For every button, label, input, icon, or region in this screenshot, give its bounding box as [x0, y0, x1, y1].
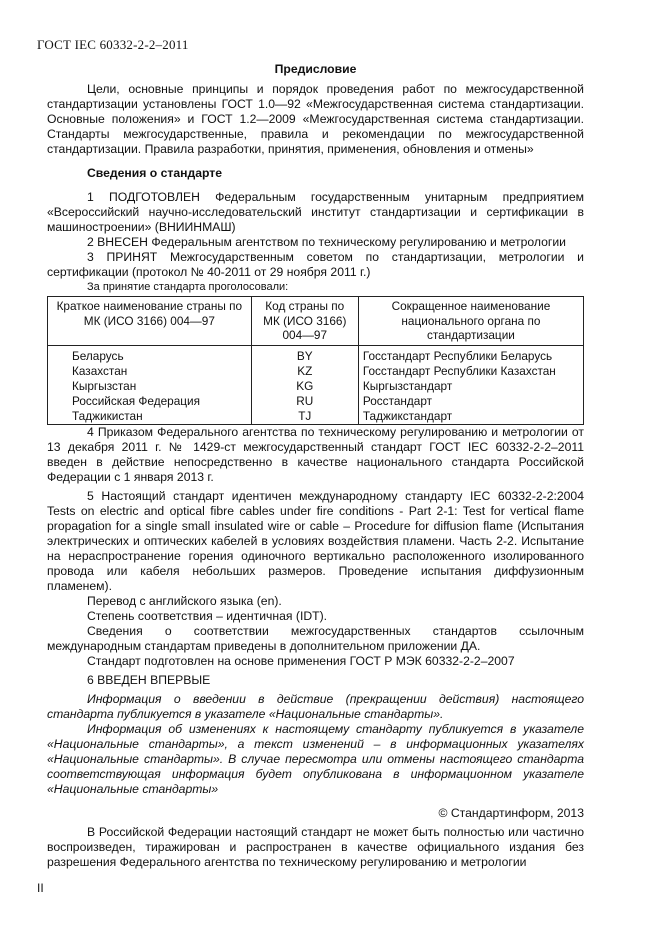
code-cell: BY — [251, 345, 358, 364]
paragraph-prepared: 1 ПОДГОТОВЛЕН Федеральным государственным унитарным предприятием «Всероссийский научно-исследовательский институт стандартизации и сертификации в машиностроении» (ВНИИНМАШ) — [47, 190, 584, 234]
voted-caption: За принятие стандарта проголосовали: — [87, 281, 289, 293]
foreword-text: Цели, основные принципы и порядок проведения работ по межгосударственной стандартизации установлены ГОСТ 1.0—92 «Межгосударственная система стандартизации. Основные положения» и ГОСТ 1.2—2009 «Межгосударственная система стандартизации. Стандарты межгосударственные, правила и рекомендации по межгосударственной стандартизации. Правила разработки, принятия, применения, обновления и отмены» — [47, 82, 584, 156]
paragraph-identical: 5 Настоящий стандарт идентичен международному стандарту IEC 60332-2-2:2004 Tests on electric and optical fibre cables under fire conditions - Part 2-1: Test for vertical flame propagation for a single small insulated wire or cable – Procedure for diffusion flame (Испытания электрических и оптических кабелей в условиях воздействия пламени. Часть 2-2. Испытание на нераспространение горения одиночного вертикально расположенного изолированного провода или кабеля небольших размеров. Проведение испытания диффузионным пламенем). — [47, 488, 584, 593]
country-cell: Российская Федерация — [48, 394, 252, 409]
column-header-body: Сокращенное наименование национального органа по стандартизации — [358, 297, 583, 346]
paragraph-adopted: 3 ПРИНЯТ Межгосударственным советом по стандартизации, метрологии и сертификации (протокол № 40-2011 от 29 ноября 2011 г.) — [47, 250, 584, 279]
table-row — [48, 409, 584, 425]
country-cell: Беларусь — [48, 345, 252, 364]
copyright: © Стандартинформ, 2013 — [438, 805, 584, 820]
code-cell: TJ — [251, 409, 358, 425]
references-note: Сведения о соответствии межгосударственных стандартов ссылочным международным стандартам приведены в дополнительном приложении ДА. — [47, 623, 584, 653]
table-row — [48, 345, 584, 364]
country-cell: Таджикистан — [48, 409, 252, 425]
body-cell: Росстандарт — [358, 394, 583, 409]
page-number: II — [37, 881, 44, 895]
paragraph-introduced: 2 ВНЕСЕН Федеральным агентством по техническому регулированию и метрологии — [87, 235, 566, 249]
table-header-row — [48, 297, 584, 346]
body-cell: Таджикстандарт — [358, 409, 583, 425]
country-cell: Казахстан — [48, 364, 252, 379]
paragraph-first-introduced: 6 ВВЕДЕН ВПЕРВЫЕ — [87, 672, 211, 687]
page-body — [47, 62, 584, 870]
based-on-note: Стандарт подготовлен на основе применения ГОСТ Р МЭК 60332-2-2–2007 — [87, 653, 515, 668]
table-row — [48, 379, 584, 394]
document-code-header: ГОСТ IEC 60332-2-2–2011 — [37, 37, 189, 52]
foreword-title: Предисловие — [274, 62, 357, 76]
column-header-country: Краткое наименование страны по МК (ИСО 3166) 004—97 — [48, 297, 252, 346]
code-cell: RU — [251, 394, 358, 409]
countries-table — [47, 296, 584, 425]
country-cell: Кыргызстан — [48, 379, 252, 394]
rights-notice: В Российской Федерации настоящий стандарт не может быть полностью или частично воспроизведен, тиражирован и распространен в качестве официального издания без разрешения Федерального агентства по техническому регулированию и метрологии — [47, 824, 584, 869]
about-standard-title: Сведения о стандарте — [87, 166, 223, 180]
body-cell: Госстандарт Республики Казахстан — [358, 364, 583, 379]
code-cell: KG — [251, 379, 358, 394]
conformity-note: Степень соответствия – идентичная (IDT). — [87, 608, 328, 623]
translation-note: Перевод с английского языка (en). — [87, 593, 282, 608]
body-cell: Кыргызстандарт — [358, 379, 583, 394]
body-cell: Госстандарт Республики Беларусь — [358, 345, 583, 364]
table-row — [48, 394, 584, 409]
paragraph-order: 4 Приказом Федерального агентства по техническому регулированию и метрологии от 13 декабря 2011 г. № 1429-ст межгосударственный стандарт ГОСТ IEC 60332-2-2–2011 введен в действие непосредственно в качестве национального стандарта Российской Федерации с 1 января 2013 г. — [47, 424, 584, 484]
info-introduction: Информация о введении в действие (прекращении действия) настоящего стандарта публикуется в указателе «Национальные стандарты». — [47, 691, 584, 721]
table-row — [48, 364, 584, 379]
info-changes: Информация об изменениях к настоящему стандарту публикуется в указателе «Национальные стандарты», а текст изменений – в информационных указателях «Национальные стандарты». В случае пересмотра или отмены настоящего стандарта соответствующая информация будет опубликована в информационном указателе «Национальные стандарты» — [47, 721, 584, 796]
code-cell: KZ — [251, 364, 358, 379]
column-header-code: Код страны по МК (ИСО 3166) 004—97 — [251, 297, 358, 346]
